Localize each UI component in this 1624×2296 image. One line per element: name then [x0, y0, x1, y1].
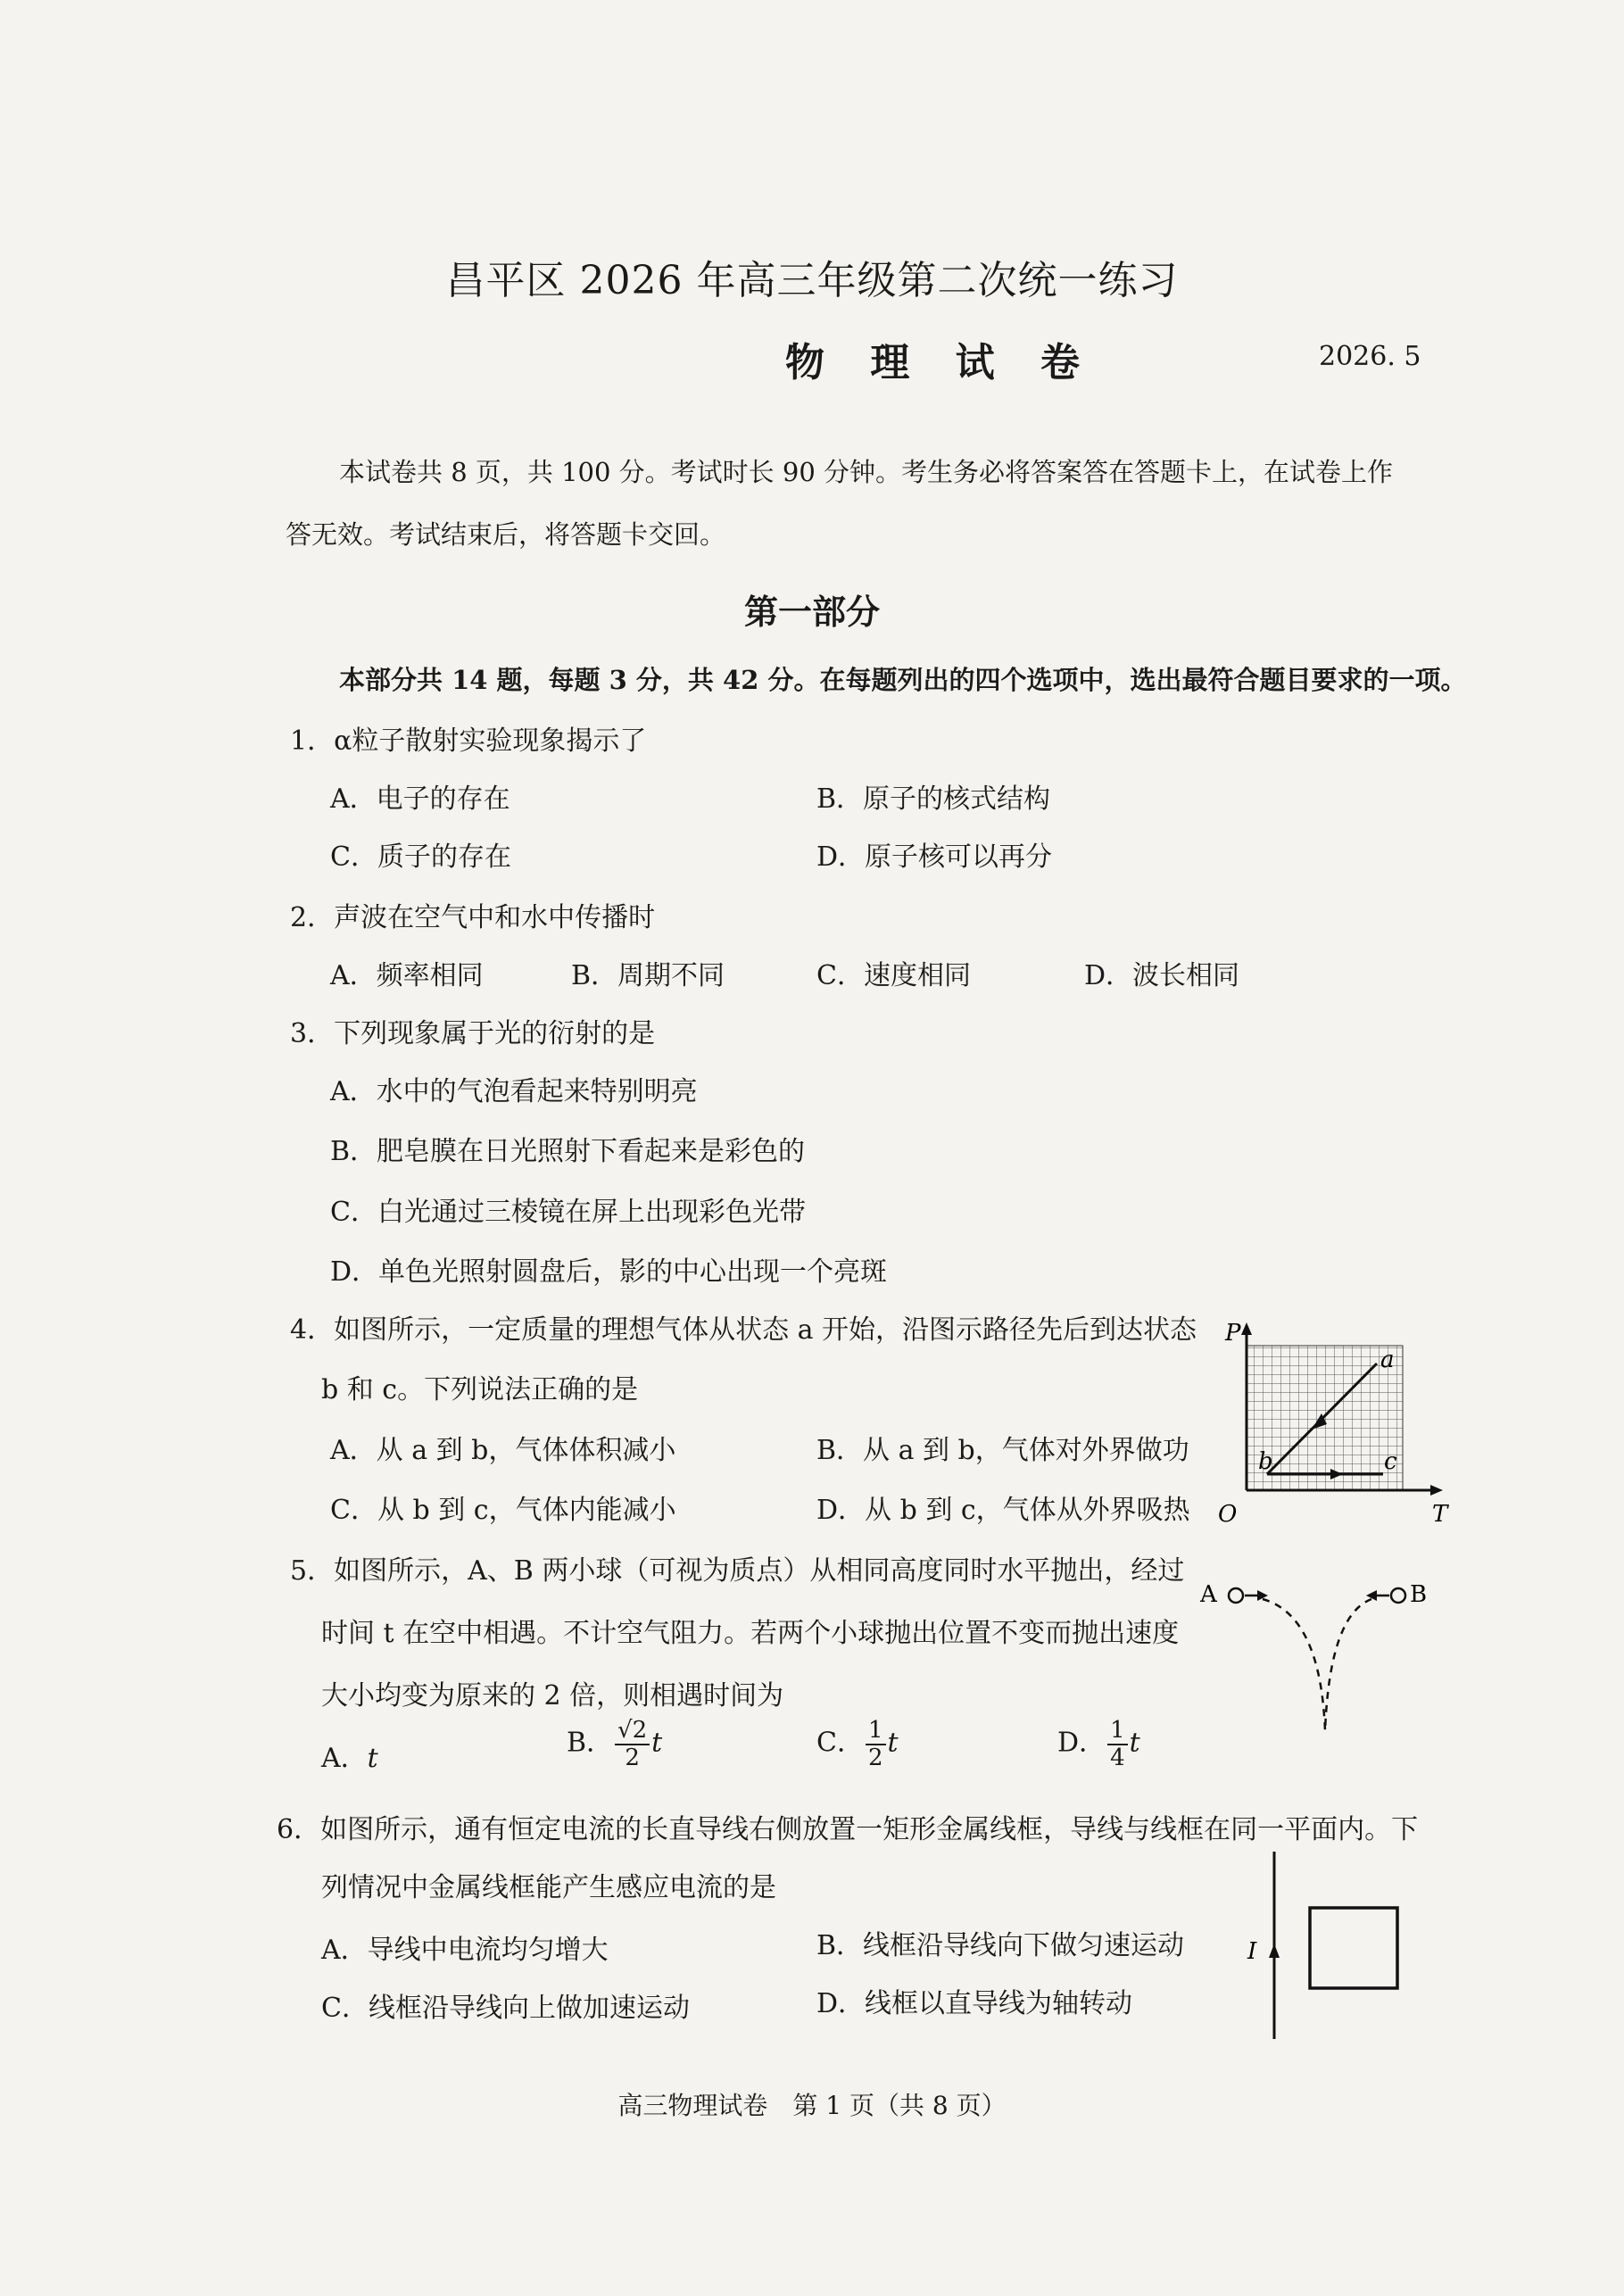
exam-title: 昌平区 2026 年高三年级第二次统一练习 — [445, 258, 1179, 303]
q4-option-c: C．从 b 到 c，气体内能减小 — [330, 1495, 676, 1526]
q1-option-d: D．原子核可以再分 — [816, 841, 1053, 873]
ball-b — [1391, 1588, 1405, 1603]
q6-option-a: A．导线中电流均匀增大 — [321, 1935, 609, 1966]
intro-line-1: 本试卷共 8 页，共 100 分。考试时长 90 分钟。考生务必将答案答在答题卡上，在试卷上作 — [339, 457, 1394, 487]
q6-option-d: D．线框以直导线为轴转动 — [816, 1988, 1133, 2019]
ball-a — [1229, 1588, 1243, 1603]
current-label: I — [1247, 1938, 1257, 1965]
t-axis-arrow — [1430, 1485, 1443, 1496]
question-number: 1． — [290, 725, 335, 757]
q4-option-d: D．从 b 到 c，气体从外界吸热 — [816, 1495, 1190, 1526]
q2-option-a: A．频率相同 — [330, 960, 484, 991]
fraction: $\frac{1}{4}$ — [1107, 1718, 1128, 1770]
q5-option-c: C． $\frac{1}{2}$ t — [816, 1717, 899, 1771]
question-5 — [290, 1548, 1184, 1587]
q1-option-c: C．质子的存在 — [330, 841, 511, 873]
q1-option-a: A．电子的存在 — [330, 783, 510, 815]
question-5-line-3: 大小均变为原来的 2 倍，则相遇时间为 — [321, 1680, 784, 1712]
pt-diagram — [1209, 1321, 1450, 1535]
fraction: $\frac{√2}{2}$ — [615, 1718, 650, 1770]
section-description: 本部分共 14 题，每题 3 分，共 42 分。在每题列出的四个选项中，选出最符合题目要求的一项。 — [339, 665, 1467, 695]
question-number: 4． — [290, 1314, 335, 1346]
section-title: 第一部分 — [743, 592, 880, 632]
question-6 — [277, 1807, 1418, 1846]
question-4 — [290, 1307, 1197, 1347]
p-axis-label: P — [1225, 1321, 1241, 1347]
point-a-label: a — [1380, 1347, 1395, 1373]
rectangular-loop — [1310, 1908, 1397, 1988]
question-4-line-2: b 和 c。下列说法正确的是 — [321, 1374, 639, 1405]
question-stem: 声波在空气中和水中传播时 — [334, 902, 656, 933]
q4-option-a: A．从 a 到 b，气体体积减小 — [330, 1435, 676, 1466]
question-number: 2． — [290, 902, 335, 933]
exam-date: 2026. 5 — [1319, 341, 1421, 372]
q1-option-b: B．原子的核式结构 — [816, 783, 1051, 815]
q2-option-b: B．周期不同 — [571, 960, 725, 991]
question-stem: 下列现象属于光的衍射的是 — [334, 1018, 656, 1049]
question-3 — [290, 1011, 655, 1050]
q5-option-a: A．t — [321, 1743, 378, 1774]
q3-option-a: A．水中的气泡看起来特别明亮 — [330, 1076, 698, 1107]
q2-option-c: C．速度相同 — [816, 960, 971, 991]
q3-option-b: B．肥皂膜在日光照射下看起来是彩色的 — [330, 1136, 806, 1167]
point-b-label: b — [1258, 1448, 1273, 1475]
q4-option-b: B．从 a 到 b，气体对外界做功 — [816, 1435, 1189, 1466]
t-axis-label: T — [1432, 1501, 1448, 1528]
wire-loop-diagram — [1231, 1847, 1428, 2043]
q3-option-d: D．单色光照射圆盘后，影的中心出现一个亮斑 — [330, 1256, 888, 1288]
question-stem-line-1: 如图所示，一定质量的理想气体从状态 a 开始，沿图示路径先后到达状态 — [334, 1314, 1197, 1346]
question-stem: α粒子散射实验现象揭示了 — [334, 725, 647, 757]
page-footer: 高三物理试卷 第 1 页（共 8 页） — [617, 2091, 1007, 2120]
current-arrow — [1269, 1944, 1280, 1958]
trajectory-b — [1325, 1599, 1371, 1731]
question-stem-line-1: 如图所示，通有恒定电流的长直导线右侧放置一矩形金属线框，导线与线框在同一平面内。下 — [320, 1814, 1419, 1845]
ball-b-label: B — [1410, 1581, 1428, 1608]
trajectory-a — [1263, 1599, 1325, 1731]
question-6-line-2: 列情况中金属线框能产生感应电流的是 — [321, 1872, 776, 1903]
projectile-diagram — [1200, 1571, 1450, 1749]
point-c-label: c — [1384, 1448, 1397, 1475]
q6-option-b: B．线框沿导线向下做匀速运动 — [816, 1930, 1185, 1961]
question-stem-line-1: 如图所示，A、B 两小球（可视为质点）从相同高度同时水平抛出，经过 — [334, 1555, 1185, 1587]
ball-a-label: A — [1200, 1581, 1217, 1608]
origin-label: O — [1218, 1501, 1238, 1528]
question-number: 3． — [290, 1018, 335, 1049]
q3-option-c: C．白光通过三棱镜在屏上出现彩色光带 — [330, 1197, 806, 1228]
exam-subject: 物 理 试 卷 — [785, 340, 1096, 385]
intro-line-2: 答无效。考试结束后，将答题卡交回。 — [286, 519, 726, 550]
q6-option-c: C．线框沿导线向上做加速运动 — [321, 1993, 690, 2024]
fraction: $\frac{1}{2}$ — [866, 1718, 886, 1770]
question-2 — [290, 895, 655, 934]
q2-option-d: D．波长相同 — [1084, 960, 1240, 991]
question-1 — [290, 718, 646, 758]
question-number: 6． — [277, 1814, 321, 1845]
question-5-line-2: 时间 t 在空中相遇。不计空气阻力。若两个小球抛出位置不变而抛出速度 — [321, 1618, 1180, 1649]
q5-option-b: B． $\frac{√2}{2}$ t — [567, 1717, 663, 1771]
question-number: 5． — [290, 1555, 335, 1587]
option-value: t — [367, 1743, 378, 1774]
q5-option-d: D． $\frac{1}{4}$ t — [1057, 1717, 1140, 1771]
p-axis-arrow — [1241, 1322, 1252, 1335]
